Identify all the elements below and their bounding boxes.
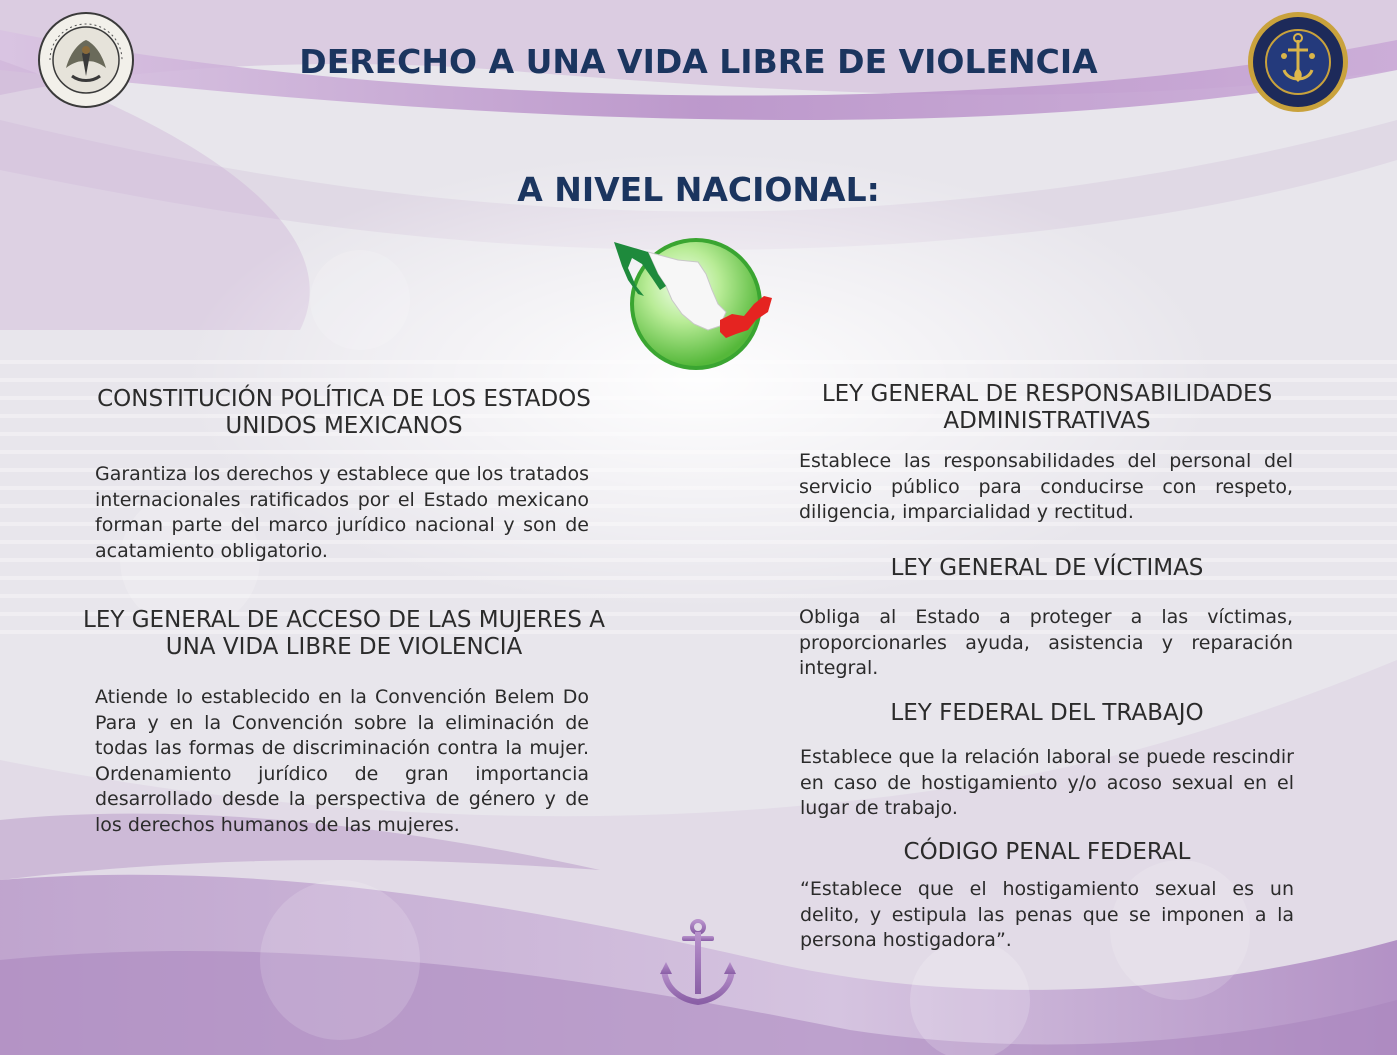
text-victimas: Obliga al Estado a proteger a las víctimas, proporcionarles ayuda, asistencia y reparación integral. xyxy=(799,606,1293,679)
heading-ley-acceso-mujeres: LEY GENERAL DE ACCESO DE LAS MUJERES A UNA VIDA LIBRE DE VIOLENCIA xyxy=(83,607,605,660)
text-responsabilidades: Establece las responsabilidades del personal del servicio público para conducirse con respeto, diligencia, imparcialidad y rectitud. xyxy=(799,450,1293,523)
page-title: DERECHO A UNA VIDA LIBRE DE VIOLENCIA xyxy=(299,42,1098,81)
text-constitucion: Garantiza los derechos y establece que los tratados internacionales ratificados por el Estado mexicano forman parte del marco jurídico nacional y son de acatamiento obligatorio. xyxy=(95,463,589,562)
section-subtitle: A NIVEL NACIONAL: xyxy=(517,170,880,209)
heading-victimas: LEY GENERAL DE VÍCTIMAS xyxy=(890,555,1204,581)
heading-codigo-penal: CÓDIGO PENAL FEDERAL xyxy=(903,839,1191,865)
anchor-icon xyxy=(658,918,738,1008)
heading-ley-federal-trabajo: LEY FEDERAL DEL TRABAJO xyxy=(890,700,1204,726)
mexico-map-globe-icon xyxy=(608,234,780,374)
heading-responsabilidades: LEY GENERAL DE RESPONSABILIDADES ADMINISTRATIVAS xyxy=(821,381,1273,434)
text-codigo-penal: “Establece que el hostigamiento sexual es un delito, y estipula las penas que se imponen a la persona hostigadora”. xyxy=(800,878,1294,951)
heading-constitucion: CONSTITUCIÓN POLÍTICA DE LOS ESTADOS UNIDOS MEXICANOS xyxy=(97,386,591,439)
text-ley-federal-trabajo: Establece que la relación laboral se puede rescindir en caso de hostigamiento y/o acoso sexual en el lugar de trabajo. xyxy=(800,746,1294,819)
text-ley-acceso-mujeres: Atiende lo establecido en la Convención Belem Do Para y en la Convención sobre la eliminación de todas las formas de discriminación contra la mujer. Ordenamiento jurídico de gran importancia desarrollado desde la perspectiva de género y de los derechos humanos de las mujeres. xyxy=(95,686,589,836)
